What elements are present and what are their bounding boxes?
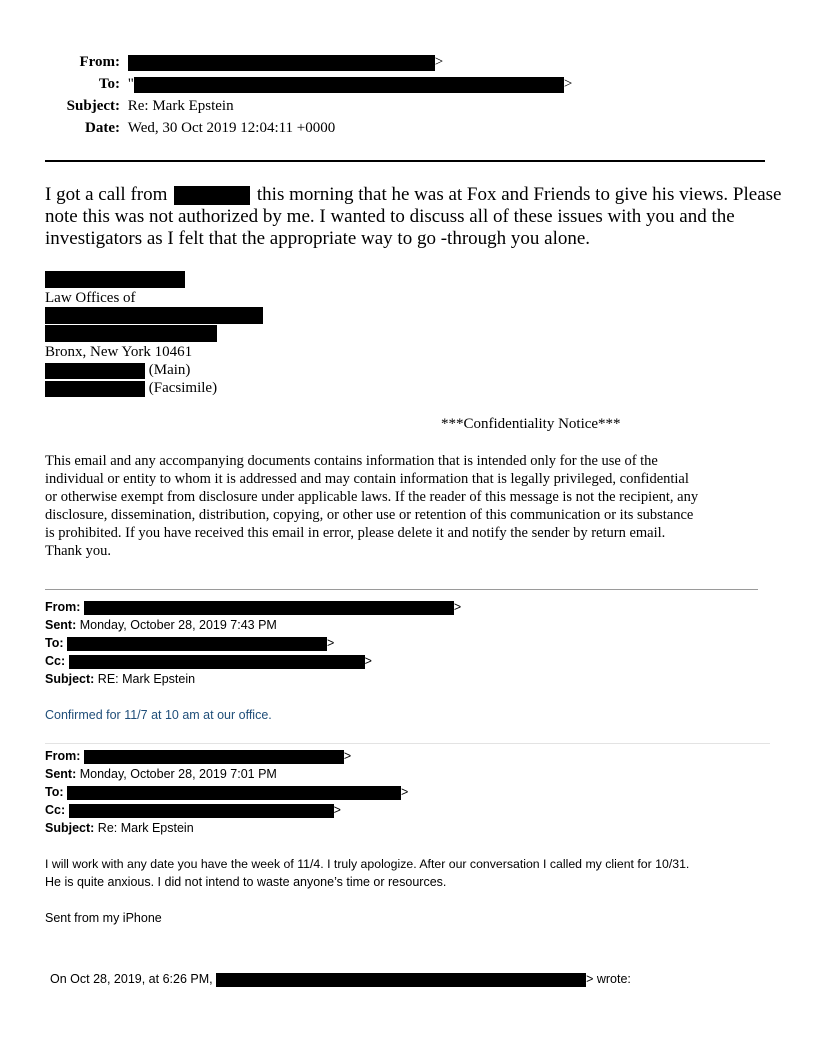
body-text: this morning that he was at Fox and Friends to give his views. Please bbox=[256, 184, 782, 205]
email2-signoff: Sent from my iPhone bbox=[45, 911, 162, 925]
email2-subject-value: Re: Mark Epstein bbox=[97, 821, 194, 835]
body-text: I got a call from bbox=[45, 184, 168, 205]
email2-sent-value: Monday, October 28, 2019 7:01 PM bbox=[79, 767, 277, 781]
email1-message: Confirmed for 11/7 at 10 am at our office. bbox=[45, 708, 272, 722]
header-from-label: From: bbox=[79, 54, 120, 70]
header-gt: > bbox=[563, 76, 573, 92]
redaction-bar bbox=[45, 307, 263, 324]
notice-line: individual or entity to whom it is addressed and may contain information that is legally privileged, confidential bbox=[45, 471, 689, 487]
notice-title: ***Confidentiality Notice*** bbox=[441, 416, 621, 432]
header-divider bbox=[45, 160, 765, 162]
email1-from-row bbox=[45, 598, 461, 616]
redaction-bar bbox=[45, 363, 145, 379]
redaction-bar bbox=[216, 973, 586, 987]
email1-to-label: To: bbox=[45, 636, 64, 650]
redaction-bar bbox=[69, 804, 334, 818]
email2-gt: > bbox=[343, 749, 352, 763]
body-line-3: investigators as I felt that the appropriate way to go -through you alone. bbox=[45, 228, 591, 249]
header-from-row bbox=[40, 54, 443, 71]
email1-gt: > bbox=[327, 636, 335, 650]
redaction-bar bbox=[84, 601, 454, 615]
email1-to-row bbox=[45, 634, 334, 652]
header-subject-row bbox=[40, 98, 234, 115]
header-to-label: To: bbox=[98, 76, 120, 92]
redaction-bar bbox=[69, 655, 365, 669]
redaction-bar bbox=[128, 55, 435, 71]
redaction-bar bbox=[45, 271, 185, 288]
email2-cc-row bbox=[45, 801, 341, 819]
email2-subject-label: Subject: bbox=[45, 821, 95, 835]
quote-suffix: > wrote: bbox=[586, 972, 631, 986]
header-gt: > bbox=[434, 54, 444, 70]
signature-city: Bronx, New York 10461 bbox=[45, 344, 193, 360]
signature-firm: Law Offices of bbox=[45, 290, 136, 306]
quote-prefix: On Oct 28, 2019, at 6:26 PM, bbox=[50, 972, 213, 986]
notice-line: is prohibited. If you have received this email in error, please delete it and notify the sender by return email. bbox=[45, 525, 666, 541]
email2-to-label: To: bbox=[45, 785, 64, 799]
signature-main: (Main) bbox=[148, 362, 191, 378]
body-line-2: note this was not authorized by me. I wanted to discuss all of these issues with you and the bbox=[45, 206, 735, 227]
email2-to-row bbox=[45, 783, 408, 801]
email1-subject-value: RE: Mark Epstein bbox=[97, 672, 196, 686]
email2-message-line-2: He is quite anxious. I did not intend to waste anyone’s time or resources. bbox=[45, 875, 447, 889]
redaction-bar bbox=[174, 186, 250, 205]
email1-cc-row bbox=[45, 652, 372, 670]
header-subject-value: Re: Mark Epstein bbox=[127, 98, 234, 114]
email1-sent-value: Monday, October 28, 2019 7:43 PM bbox=[79, 618, 277, 632]
email1-gt: > bbox=[364, 654, 372, 668]
header-subject-label: Subject: bbox=[66, 98, 120, 114]
header-date-label: Date: bbox=[85, 120, 120, 136]
signature-fax-row bbox=[45, 379, 217, 397]
email2-cc-label: Cc: bbox=[45, 803, 66, 817]
email2-sent-label: Sent: bbox=[45, 767, 77, 781]
redaction-bar bbox=[45, 381, 145, 397]
email2-from-row bbox=[45, 747, 351, 765]
signature-main-row bbox=[45, 361, 190, 379]
header-to-quote: " bbox=[127, 76, 134, 92]
header-date-value: Wed, 30 Oct 2019 12:04:11 +0000 bbox=[127, 120, 336, 136]
email1-cc-label: Cc: bbox=[45, 654, 66, 668]
signature-fax: (Facsimile) bbox=[148, 380, 218, 396]
email1-gt: > bbox=[453, 600, 462, 614]
email2-from-label: From: bbox=[45, 749, 81, 763]
email2-gt: > bbox=[333, 803, 341, 817]
email1-from-label: From: bbox=[45, 600, 81, 614]
redaction-bar bbox=[84, 750, 344, 764]
redaction-bar bbox=[67, 637, 327, 651]
email1-subject-label: Subject: bbox=[45, 672, 95, 686]
email2-sent-row bbox=[45, 765, 277, 783]
email1-sent-row bbox=[45, 616, 277, 634]
notice-line: This email and any accompanying documents contains information that is intended only for the use of the bbox=[45, 453, 658, 469]
redaction-bar bbox=[45, 325, 217, 342]
email2-gt: > bbox=[401, 785, 409, 799]
notice-line: Thank you. bbox=[45, 543, 112, 559]
body-line-1 bbox=[45, 184, 781, 206]
redaction-bar bbox=[134, 77, 564, 93]
email1-sent-label: Sent: bbox=[45, 618, 77, 632]
email2-message-line-1: I will work with any date you have the week of 11/4. I truly apologize. After our conversation I called my client for 10/31. bbox=[45, 857, 690, 871]
quoted-attribution bbox=[50, 970, 631, 988]
header-to-row bbox=[40, 76, 572, 93]
header-date-row bbox=[40, 120, 335, 137]
notice-line: disclosure, dissemination, distribution, copying, or other use or retention of this communication or its substance bbox=[45, 507, 694, 523]
redaction-bar bbox=[67, 786, 401, 800]
email1-subject-row bbox=[45, 670, 195, 688]
email-divider bbox=[45, 743, 770, 744]
email-divider bbox=[45, 589, 758, 590]
notice-line: or otherwise exempt from disclosure under applicable laws. If the reader of this message is not the recipient, any bbox=[45, 489, 699, 505]
email2-subject-row bbox=[45, 819, 194, 837]
